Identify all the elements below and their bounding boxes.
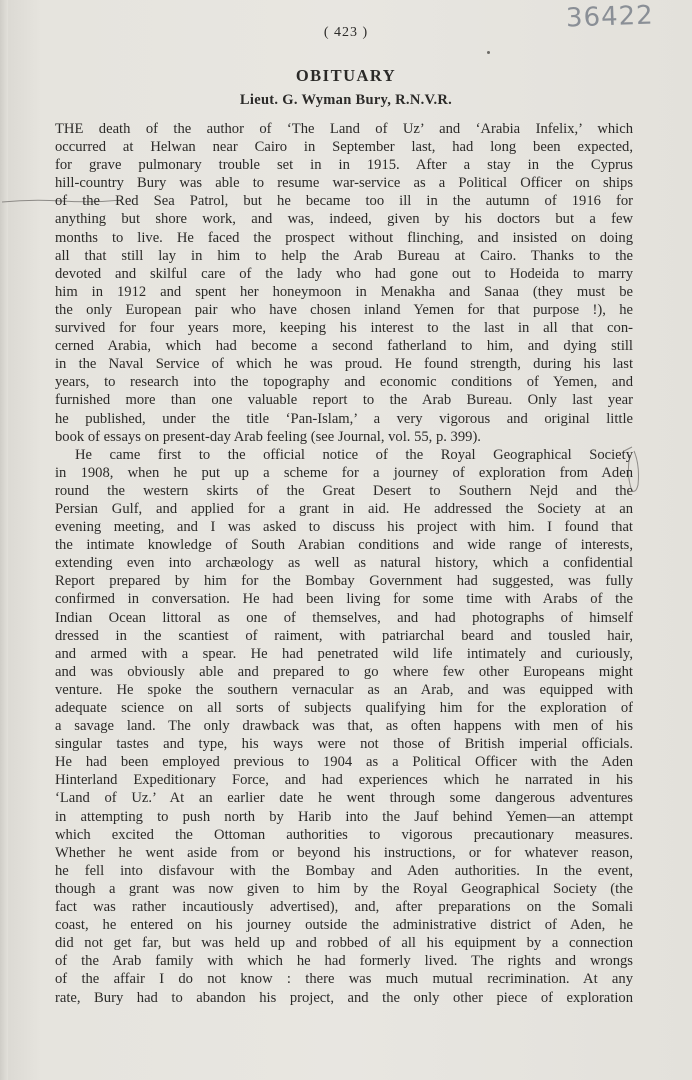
text-line: in the Naval Service of which he was proud. He found strength, during his last: [55, 356, 633, 373]
text-line: devoted and skilful care of the lady who had gone out to Hodeida to marry: [55, 265, 633, 282]
text-line: the only European pair who have chosen inland Yemen for that purpose !), he: [55, 301, 633, 318]
text-line: fact was rather incautiously advertised), and, after preparations on the Somali: [55, 899, 633, 916]
text-line: in 1908, when he put up a scheme for a journey of exploration from Aden: [55, 464, 633, 481]
text-line: round the western skirts of the Great Desert to Southern Nejd and the: [55, 482, 633, 499]
text-line: months to live. He faced the prospect without flinching, and insisted on doing: [55, 229, 633, 246]
text-line: coast, he entered on his journey outside the administrative district of Aden, he: [55, 917, 633, 934]
text-line: book of essays on present-day Arab feeling (see Journal, vol. 55, p. 399).: [55, 428, 481, 445]
page-title: OBITUARY: [295, 66, 397, 85]
text-line: rate, Bury had to abandon his project, and the only other piece of exploration: [55, 989, 633, 1006]
text-line: THE death of the author of ‘The Land of Uz’ and ‘Arabia Infelix,’ which: [55, 121, 633, 137]
text-line: he fell into disfavour with the Bombay and Aden authorities. In the event,: [55, 862, 633, 879]
text-line: He had been employed previous to 1904 as a Political Officer with the Aden: [55, 754, 633, 771]
text-line: of the Arab family with which he had formerly lived. The rights and wrongs: [55, 953, 633, 970]
text-line: dressed in the scantiest of raiment, with patriarchal beard and tousled hair,: [55, 627, 633, 644]
text-line: adequate science on all sorts of subjects qualifying him for the exploration of: [55, 700, 633, 716]
paper-speck: [487, 51, 490, 54]
text-line: years, to research into the topography and economic conditions of Yemen, and: [55, 374, 633, 391]
text-line: he published, under the title ‘Pan-Islam,’ a very vigorous and original little: [55, 410, 633, 427]
text-line: venture. He spoke the southern vernacular as an Arab, and was equipped with: [55, 681, 633, 698]
text-line: cerned Arabia, which had become a second fatherland to him, and dying still: [55, 338, 633, 355]
text-line: confirmed in conversation. He had been living for some time with Arabs of the: [55, 591, 633, 608]
text-line: for grave pulmonary trouble set in in 1915. After a stay in the Cyprus: [55, 157, 633, 174]
text-line: occurred at Helwan near Cairo in September last, had long been expected,: [55, 139, 633, 156]
text-line: of the Red Sea Patrol, but he became too ill in the autumn of 1916 for: [55, 193, 633, 210]
text-line: though a grant was now given to him by the Royal Geographical Society (the: [55, 880, 633, 897]
text-line: Persian Gulf, and applied for a grant in aid. He addressed the Society at an: [55, 500, 633, 517]
text-line: a savage land. The only drawback was that, as often happens with men of his: [55, 718, 633, 735]
text-line: him in 1912 and spent her honeymoon in Menakha and Sanaa (they must be: [55, 283, 633, 300]
text-line: all that still lay in him to help the Arab Bureau at Cairo. Thanks to the: [55, 247, 633, 264]
text-line: and armed with a spear. He had penetrated wild life intimately and curiously,: [55, 645, 633, 662]
text-line: Indian Ocean littoral as one of themselves, and had photographs of himself: [55, 609, 633, 626]
obituary-subject: Lieut. G. Wyman Bury, R.N.V.R.: [239, 92, 453, 108]
text-line: in attempting to push north by Harib into the Jauf behind Yemen—an attempt: [55, 808, 633, 825]
text-line: furnished more than one valuable report to the Arab Bureau. Only last year: [55, 392, 633, 409]
text-line: Report prepared by him for the Bombay Government had suggested, was fully: [55, 573, 633, 590]
text-line: survived for four years more, keeping his interest to the last in all that con-: [55, 320, 633, 337]
text-line: He came first to the official notice of the Royal Geographical Society: [75, 446, 633, 463]
text-line: of the affair I do not know : there was much mutual recrimination. At any: [55, 971, 633, 988]
paragraph-2: [55, 446, 633, 1007]
text-line: did not get far, but was held up and robbed of all his equipment by a connection: [55, 935, 633, 952]
obituary-body: [55, 120, 633, 1007]
handwritten-catalog-number: 36422: [565, 0, 655, 34]
text-line: and was obviously able and prepared to go where few other Europeans might: [55, 663, 633, 680]
text-line: anything but shore work, and was, indeed, given by his doctors but a few: [55, 211, 633, 228]
page-number: ( 423 ): [323, 25, 369, 40]
text-line: evening meeting, and I was asked to discuss his project with him. I found that: [55, 519, 633, 536]
page-edge: [0, 0, 8, 1080]
text-line: which excited the Ottoman authorities to vigorous precautionary measures.: [55, 826, 633, 843]
text-line: the intimate knowledge of South Arabian conditions and wide range of interests,: [55, 537, 633, 554]
text-line: hill-country Bury was able to resume war-service as a Political Officer on ships: [55, 175, 633, 192]
text-line: Whether he went aside from or beyond his instructions, or for whatever reason,: [55, 844, 633, 861]
text-line: ‘Land of Uz.’ At an earlier date he went through some dangerous adventures: [55, 790, 633, 807]
paragraph-1: [55, 120, 633, 446]
text-line: Hinterland Expeditionary Force, and had experiences which he narrated in his: [55, 772, 633, 789]
text-line: singular tastes and type, his ways were not those of British imperial officials.: [55, 736, 633, 753]
text-line: extending even into archæology as well as natural history, which a confidential: [55, 555, 633, 572]
